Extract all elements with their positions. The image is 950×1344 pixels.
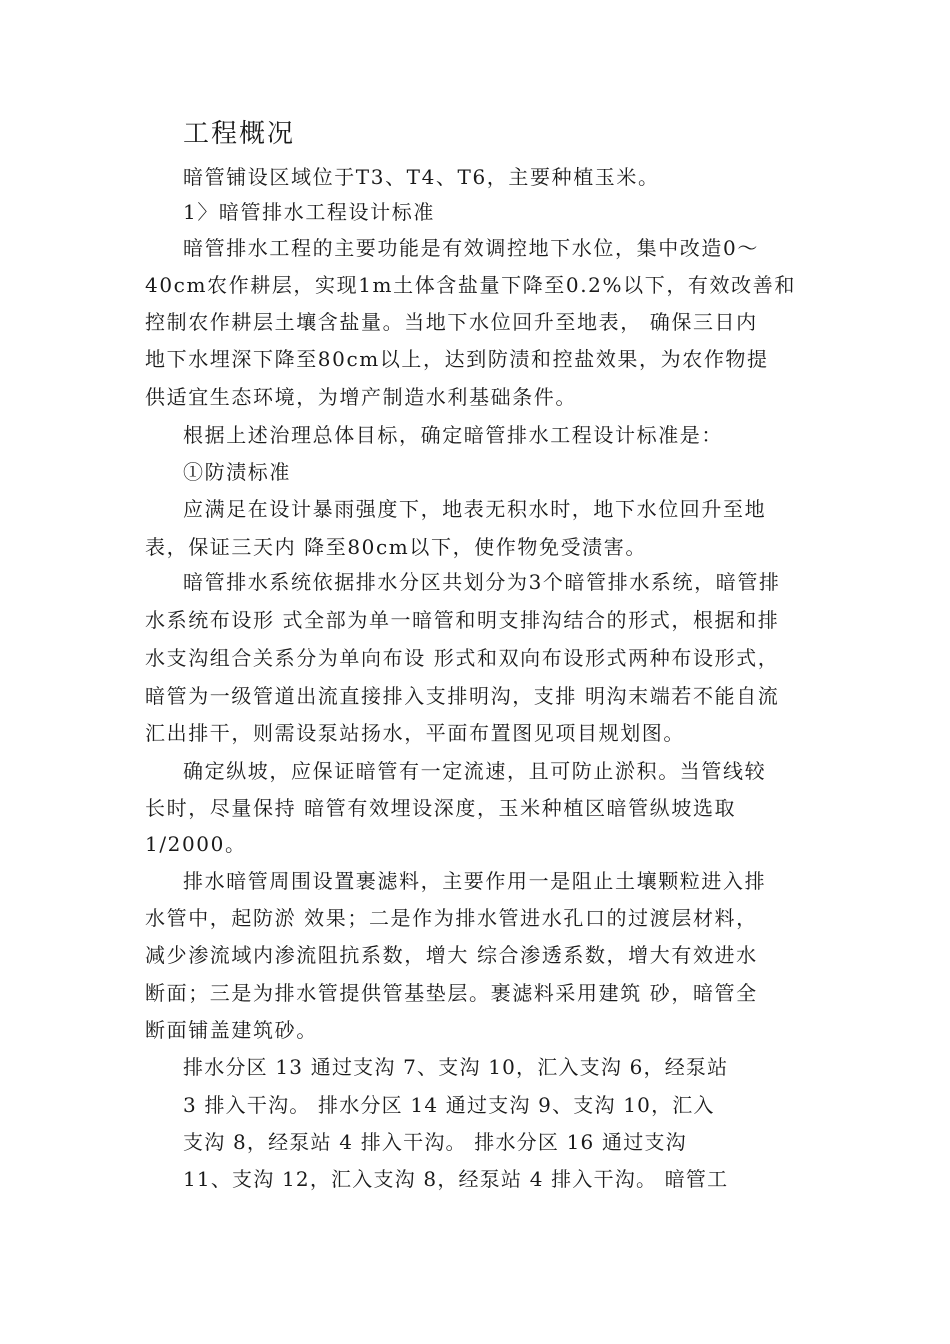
paragraph-line: ①防渍标准 — [183, 460, 291, 484]
paragraph-line: 断面铺盖建筑砂。 — [145, 1018, 318, 1042]
paragraph-line: 暗管铺设区域位于T3、T4、T6，主要种植玉米。 — [183, 165, 660, 189]
paragraph-line: 暗管排水系统依据排水分区共划分为3个暗管排水系统，暗管排 — [183, 570, 781, 594]
paragraph-line: 长时，尽量保持 暗管有效埋设深度，玉米种植区暗管纵坡选取 — [145, 796, 737, 820]
paragraph-line: 供适宜生态环境，为增产制造水利基础条件。 — [145, 385, 577, 409]
paragraph-line: 控制农作耕层土壤含盐量。当地下水位回升至地表， 确保三日内 — [145, 310, 758, 334]
paragraph-line: 排水暗管周围设置裹滤料，主要作用一是阻止土壤颗粒进入排 — [183, 869, 767, 893]
paragraph-line: 应满足在设计暴雨强度下，地表无积水时，地下水位回升至地 — [183, 497, 767, 521]
paragraph-line: 确定纵坡，应保证暗管有一定流速，且可防止淤积。当管线较 — [183, 759, 767, 783]
paragraph-line: 暗管排水工程的主要功能是有效调控地下水位，集中改造0〜 — [183, 236, 759, 260]
section-title: 工程概况 — [183, 119, 296, 149]
paragraph-line: 断面；三是为排水管提供管基垫层。裹滤料采用建筑 砂，暗管全 — [145, 981, 758, 1005]
paragraph-line: 暗管为一级管道出流直接排入支排明沟，支排 明沟末端若不能自流 — [145, 684, 780, 708]
paragraph-line: 地下水埋深下降至80cm以上，达到防渍和控盐效果，为农作物提 — [145, 347, 769, 371]
paragraph-line: 水管中，起防淤 效果；二是作为排水管进水孔口的过渡层材料， — [145, 906, 758, 930]
paragraph-line: 排水分区 13 通过支沟 7、支沟 10，汇入支沟 6，经泵站 — [183, 1055, 729, 1079]
paragraph-line: 11、支沟 12，汇入支沟 8，经泵站 4 排入干沟。 暗管工 — [183, 1167, 729, 1191]
paragraph-line: 水支沟组合关系分为单向布设 形式和双向布设形式两种布设形式， — [145, 646, 780, 670]
paragraph-line: 40cm农作耕层，实现1m土体含盐量下降至0.2%以下，有效改善和 — [145, 273, 796, 297]
paragraph-line: 水系统布设形 式全部为单一暗管和明支排沟结合的形式，根据和排 — [145, 608, 780, 632]
paragraph-line: 1/2000。 — [145, 832, 247, 856]
paragraph-line: 支沟 8，经泵站 4 排入干沟。 排水分区 16 通过支沟 — [183, 1130, 687, 1154]
paragraph-line: 减少渗流域内渗流阻抗系数，增大 综合渗透系数，增大有效进水 — [145, 943, 758, 967]
paragraph-line: 表，保证三天内 降至80cm以下，使作物免受渍害。 — [145, 535, 647, 559]
paragraph-line: 1〉暗管排水工程设计标准 — [183, 200, 435, 224]
paragraph-line: 汇出排干，则需设泵站扬水，平面布置图见项目规划图。 — [145, 721, 685, 745]
paragraph-line: 3 排入干沟。 排水分区 14 通过支沟 9、支沟 10，汇入 — [183, 1093, 715, 1117]
paragraph-line: 根据上述治理总体目标，确定暗管排水工程设计标准是： — [183, 423, 723, 447]
